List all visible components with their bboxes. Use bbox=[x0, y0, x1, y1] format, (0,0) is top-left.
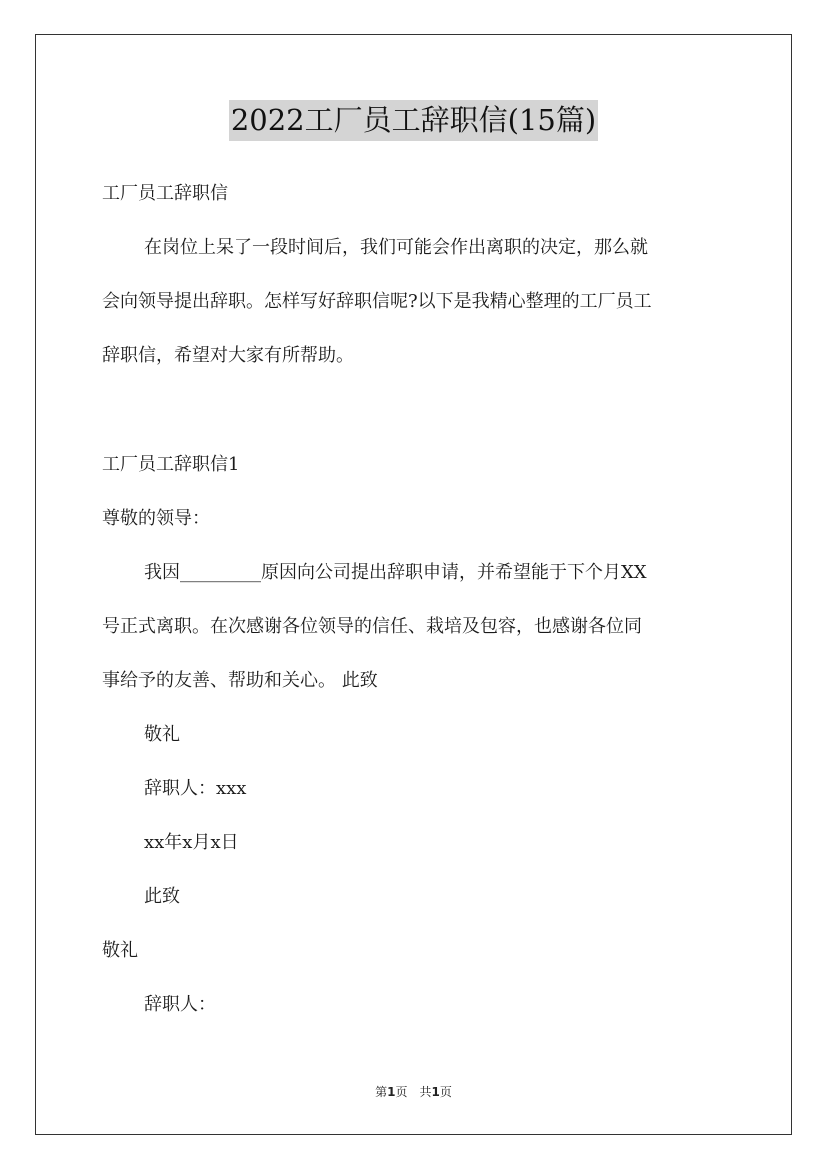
letter-regards-2: 敬礼 bbox=[102, 940, 138, 961]
letter-body-line-1: 我因_________原因向公司提出辞职申请，并希望能于下个月XX bbox=[144, 562, 647, 583]
section-heading: 工厂员工辞职信 bbox=[102, 183, 228, 204]
letter-salutation: 尊敬的领导： bbox=[102, 508, 210, 529]
letter-signer: 辞职人：xxx bbox=[144, 778, 247, 799]
document-title: 2022工厂员工辞职信(15篇) bbox=[229, 100, 598, 141]
letter-closing: 此致 bbox=[144, 886, 180, 907]
footer-page-prefix: 第 bbox=[375, 1085, 388, 1099]
letter-date: xx年x月x日 bbox=[144, 832, 239, 853]
page-footer bbox=[0, 1084, 827, 1100]
title-container bbox=[0, 100, 827, 141]
footer-page-suffix: 页 bbox=[395, 1085, 408, 1099]
footer-total-prefix: 共 bbox=[419, 1085, 432, 1099]
footer-total-suffix: 页 bbox=[439, 1085, 452, 1099]
letter-heading: 工厂员工辞职信1 bbox=[102, 454, 240, 475]
letter-body-line-3: 事给予的友善、帮助和关心。 此致 bbox=[102, 670, 378, 691]
letter-signer-2: 辞职人： bbox=[144, 994, 216, 1015]
intro-line-1: 在岗位上呆了一段时间后，我们可能会作出离职的决定，那么就 bbox=[144, 237, 648, 258]
intro-line-2: 会向领导提出辞职。怎样写好辞职信呢?以下是我精心整理的工厂员工 bbox=[102, 291, 652, 312]
footer-total-number: 1 bbox=[431, 1085, 440, 1099]
intro-line-3: 辞职信，希望对大家有所帮助。 bbox=[102, 345, 354, 366]
letter-body-line-2: 号正式离职。在次感谢各位领导的信任、栽培及包容，也感谢各位同 bbox=[102, 616, 642, 637]
footer-page-number: 1 bbox=[387, 1085, 396, 1099]
letter-regards: 敬礼 bbox=[144, 724, 180, 745]
